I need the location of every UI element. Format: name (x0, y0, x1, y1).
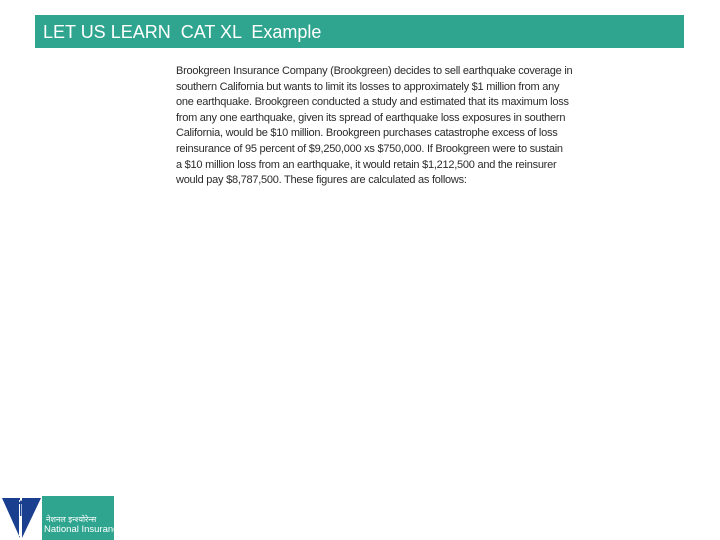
title-bar (35, 15, 684, 48)
logo-hindi-text: नेशनल इन्श्योरेन्स (46, 515, 97, 524)
paragraph-line: a $10 million loss from an earthquake, it would retain $1,212,500 and the reinsurer (176, 158, 557, 171)
example-paragraph (176, 64, 596, 189)
paragraph-line: reinsurance of 95 percent of $9,250,000 xs $750,000. If Brookgreen were to sustain (176, 142, 563, 155)
logo-english-text: National Insurance (44, 524, 124, 535)
paragraph-line: would pay $8,787,500. These figures are calculated as follows: (176, 174, 467, 187)
paragraph-line: California, would be $10 million. Brookgreen purchases catastrophe excess of loss (176, 127, 558, 140)
slide-title: LET US LEARN CAT XL Example (43, 22, 322, 42)
paragraph-line: one earthquake. Brookgreen conducted a study and estimated that its maximum loss (176, 96, 569, 109)
paragraph-line: southern California but wants to limit its losses to approximately $1 million from any (176, 80, 560, 93)
company-logo (0, 496, 124, 540)
paragraph-line: from any one earthquake, given its spread of earthquake loss exposures in southern (176, 111, 566, 124)
paragraph-line: Brookgreen Insurance Company (Brookgreen) decides to sell earthquake coverage in (176, 65, 573, 77)
